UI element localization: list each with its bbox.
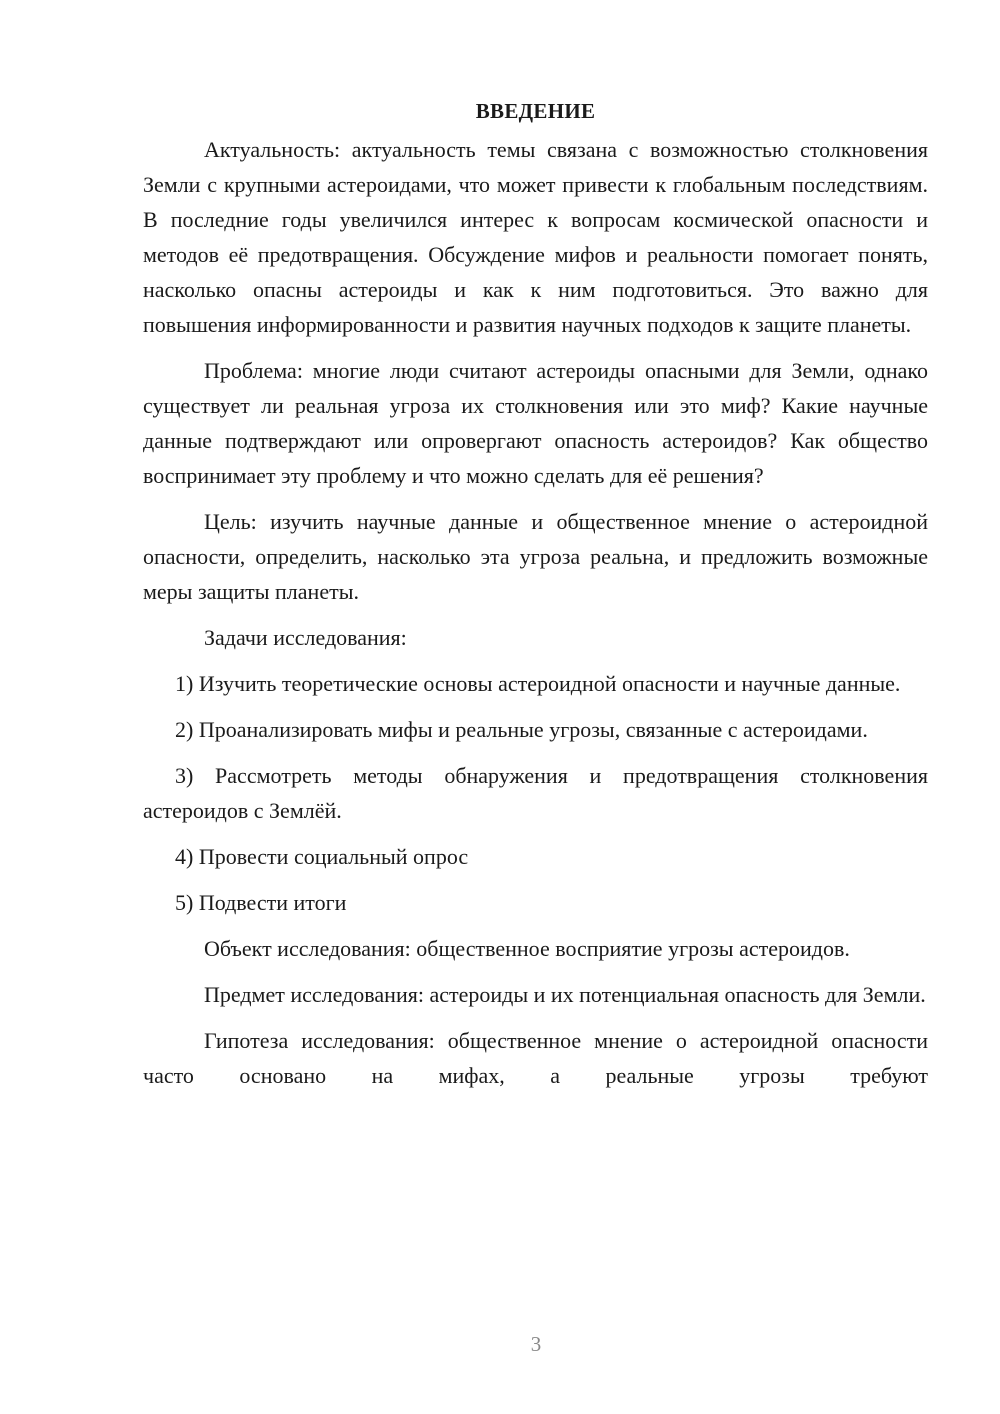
page-content (143, 96, 928, 1104)
task-item-1: 1) Изучить теоретические основы астероидной опасности и научные данные. (175, 671, 901, 696)
task-item-2: 2) Проанализировать мифы и реальные угрозы, связанные с астероидами. (175, 717, 868, 742)
goal-paragraph: Цель: изучить научные данные и общественное мнение о астероидной опасности, определить, насколько эта угроза реальна, и предложить возможные меры защиты планеты. (143, 509, 928, 604)
page-title: ВВЕДЕНИЕ (475, 99, 596, 123)
task-item-3: 3) Рассмотреть методы обнаружения и предотвращения столкновения астероидов с Землёй. (143, 763, 928, 823)
problem-paragraph: Проблема: многие люди считают астероиды опасными для Земли, однако существует ли реальная угроза их столкновения или это миф? Какие научные данные подтверждают или опровергают опасность астероидов? Как общество воспринимает эту проблему и что можно сделать для её решения? (143, 358, 928, 488)
relevance-paragraph: Актуальность: актуальность темы связана с возможностью столкновения Земли с крупными астероидами, что может привести к глобальным последствиям. В последние годы увеличился интерес к вопросам космической опасности и методов её предотвращения. Обсуждение мифов и реальности помогает понять, насколько опасны астероиды и как к ним подготовиться. Это важно для повышения информированности и развития научных подходов к защите планеты. (143, 137, 928, 337)
tasks-title: Задачи исследования: (204, 625, 407, 650)
task-item-4: 4) Провести социальный опрос (175, 844, 469, 869)
hypothesis-paragraph: Гипотеза исследования: общественное мнение о астероидной опасности часто основано на мифах, а реальные угрозы требуют (143, 1028, 928, 1088)
object-paragraph: Объект исследования: общественное восприятие угрозы астероидов. (204, 936, 850, 961)
subject-paragraph: Предмет исследования: астероиды и их потенциальная опасность для Земли. (204, 982, 926, 1007)
page-number: 3 (530, 1332, 542, 1356)
task-item-5: 5) Подвести итоги (175, 890, 347, 915)
